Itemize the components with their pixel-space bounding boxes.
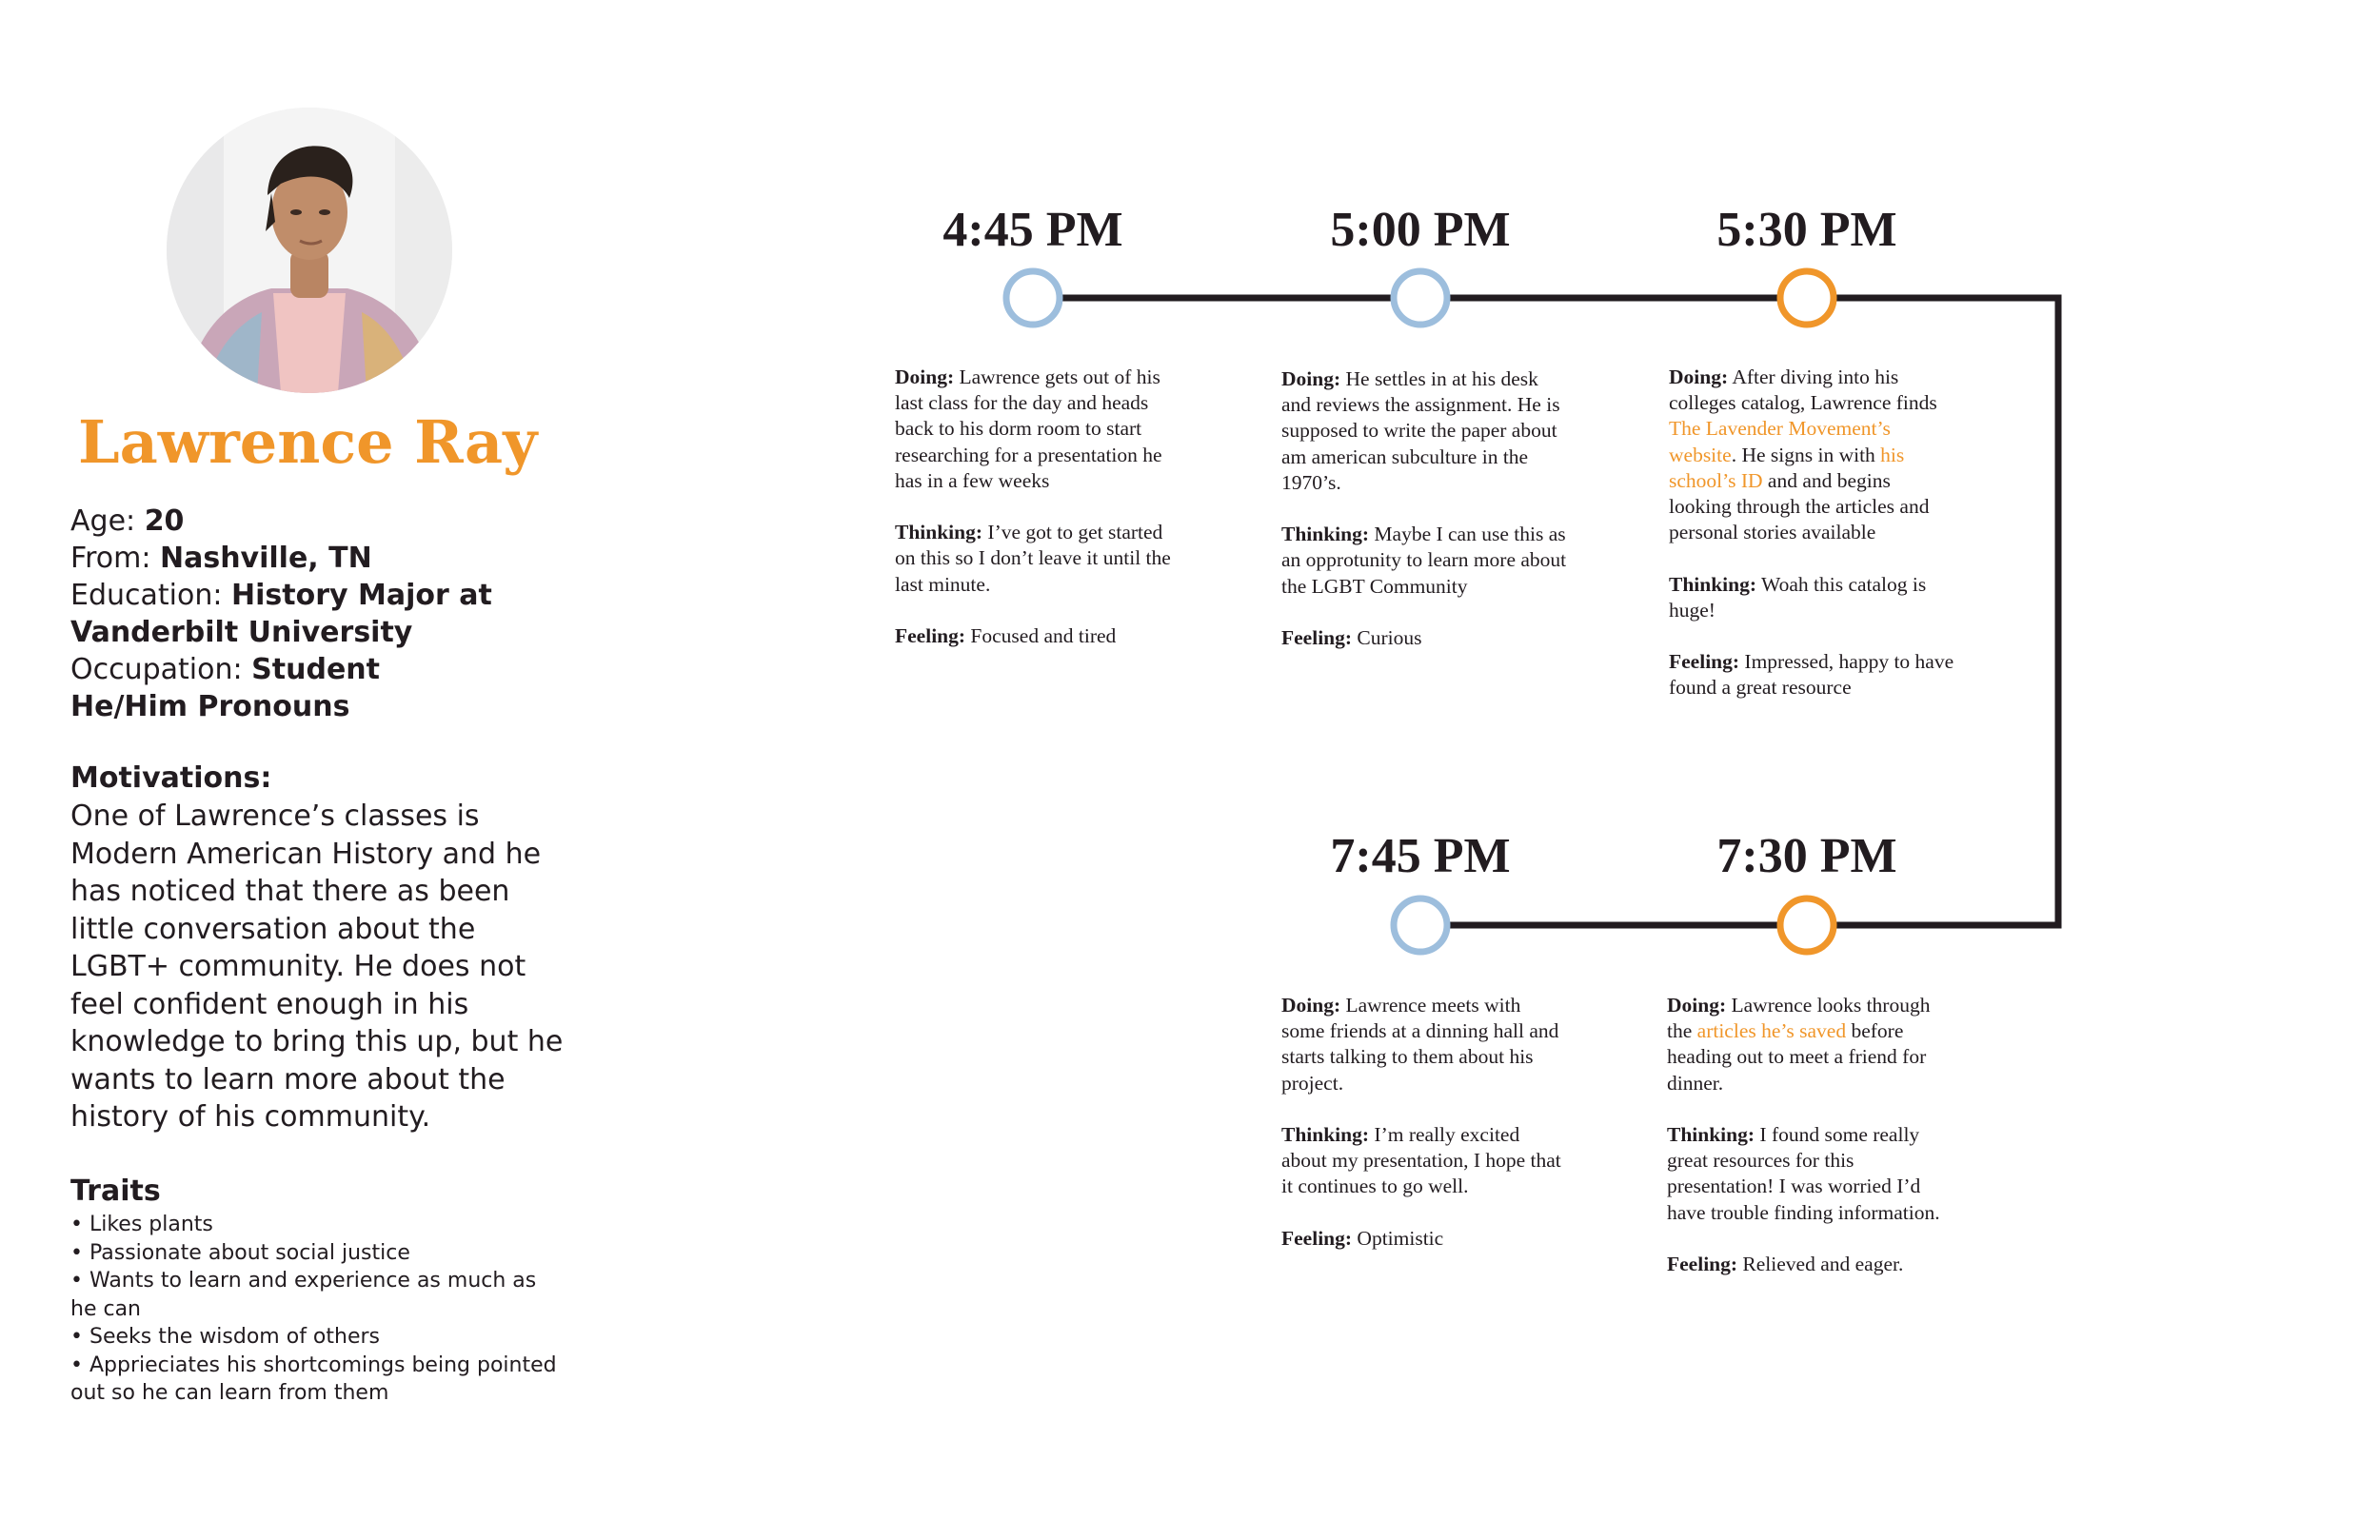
feeling-label: Feeling: [1281, 626, 1353, 649]
doing-label: Doing: [1667, 994, 1727, 1017]
thinking-text: I’m really excited about my presentation, I hope that it continues to go well. [1281, 1123, 1561, 1198]
thinking-label: Thinking: [1669, 572, 1757, 596]
persona-name: Lawrence Ray [78, 407, 538, 477]
doing-text: He settles in at his desk and reviews the assignment. He is supposed to write the paper about am american subculture in the 1970’s. [1281, 367, 1560, 494]
timeline-entry-5-30 [1669, 365, 1954, 727]
doing-paragraph [1281, 993, 1567, 1096]
timeline-entry-4-45 [895, 365, 1180, 675]
doing-label: Doing: [1669, 365, 1729, 388]
doing-text: and and begins looking through the articles and personal stories available [1669, 468, 1930, 544]
doing-label: Doing: [1281, 994, 1341, 1017]
feeling-label: Feeling: [1667, 1253, 1738, 1275]
thinking-paragraph [1281, 522, 1567, 600]
time-label-5-00: 5:00 PM [1330, 203, 1511, 257]
feeling-text: Impressed, happy to have found a great resource [1669, 650, 1954, 700]
thinking-paragraph [1667, 1122, 1953, 1226]
timeline-entry-7-30 [1667, 993, 1953, 1303]
thinking-paragraph [895, 520, 1180, 598]
thinking-text: Maybe I can use this as an opprotunity to learn more about the LGBT Community [1281, 523, 1567, 598]
doing-text: Lawrence looks through the [1667, 994, 1931, 1043]
timeline-marker-7-45 [1394, 898, 1447, 952]
occupation-value: Student [251, 653, 380, 686]
doing-label: Doing: [895, 365, 955, 388]
doing-label: Doing: [1281, 367, 1341, 390]
saved-articles-link[interactable]: articles he’s saved [1696, 1019, 1847, 1043]
doing-paragraph [1667, 993, 1953, 1096]
doing-text: Lawrence meets with some friends at a dinning hall and starts talking to them about his project. [1281, 994, 1559, 1095]
trait-item: • Likes plants [70, 1211, 565, 1239]
doing-paragraph [1281, 366, 1567, 496]
motivations-text: One of Lawrence’s classes is Modern American History and he has noticed that there as been little conversation about the LGBT+ community. He does not feel confident enough in his knowledge to bring this up, but he wants to learn more about the history of his community. [70, 800, 564, 1134]
thinking-label: Thinking: [1667, 1123, 1755, 1146]
traits-heading: Traits [70, 1175, 161, 1208]
doing-text: After diving into his colleges catalog, Lawrence finds [1669, 365, 1937, 415]
time-label-7-45: 7:45 PM [1330, 829, 1511, 883]
trait-item: • Wants to learn and experience as much as he can [70, 1267, 565, 1323]
trait-item: • Passionate about social justice [70, 1239, 565, 1268]
timeline-marker-5-30 [1780, 271, 1834, 325]
thinking-text: I found some really great resources for this presentation! I was worried I’d have trouble finding information. [1667, 1123, 1940, 1224]
timeline-marker-4-45 [1006, 271, 1060, 325]
feeling-text: Relieved and eager. [1742, 1253, 1904, 1275]
thinking-paragraph [1669, 572, 1954, 623]
feeling-paragraph [895, 623, 1180, 649]
age-label: Age: [70, 504, 136, 538]
trait-item: • Apprieciates his shortcomings being pointed out so he can learn from them [70, 1352, 565, 1408]
timeline-marker-5-00 [1394, 271, 1447, 325]
feeling-text: Curious [1357, 626, 1422, 649]
education-label: Education: [70, 579, 223, 612]
thinking-label: Thinking: [1281, 1123, 1370, 1146]
feeling-text: Optimistic [1357, 1226, 1444, 1250]
lavender-movement-website-link[interactable]: The Lavender Movement’s website [1669, 417, 1891, 466]
feeling-text: Focused and tired [970, 624, 1117, 647]
thinking-text: I’ve got to get started on this so I don’t leave it until the last minute. [895, 521, 1171, 596]
thinking-label: Thinking: [1281, 523, 1370, 546]
feeling-label: Feeling: [895, 624, 966, 647]
thinking-label: Thinking: [895, 521, 983, 544]
timeline-entry-5-00 [1281, 366, 1567, 677]
timeline-marker-7-30 [1780, 898, 1834, 952]
feeling-paragraph [1281, 1226, 1567, 1252]
feeling-paragraph [1669, 649, 1954, 701]
feeling-label: Feeling: [1281, 1226, 1353, 1250]
time-label-7-30: 7:30 PM [1716, 829, 1897, 883]
pronouns-value: He/Him Pronouns [70, 690, 350, 723]
thinking-paragraph [1281, 1122, 1567, 1200]
feeling-paragraph [1667, 1252, 1953, 1277]
school-id-link[interactable]: his school’s ID [1669, 443, 1905, 492]
feeling-label: Feeling: [1669, 650, 1740, 674]
age-value: 20 [144, 504, 185, 538]
doing-paragraph [1669, 365, 1954, 545]
occupation-label: Occupation: [70, 653, 243, 686]
doing-text: Lawrence gets out of his last class for the day and heads back to his dorm room to start researching for a presentation he has in a few weeks [895, 365, 1162, 492]
from-label: From: [70, 542, 151, 575]
time-label-4-45: 4:45 PM [942, 203, 1123, 257]
doing-text: before heading out to meet a friend for dinner. [1667, 1019, 1927, 1095]
feeling-paragraph [1281, 625, 1567, 651]
education-value: History Major at Vanderbilt University [70, 579, 492, 649]
time-label-5-30: 5:30 PM [1716, 203, 1897, 257]
timeline-entry-7-45 [1281, 993, 1567, 1277]
motivations-heading: Motivations: [70, 761, 272, 795]
from-value: Nashville, TN [159, 542, 372, 575]
trait-item: • Seeks the wisdom of others [70, 1323, 565, 1352]
thinking-text: Woah this catalog is huge! [1669, 572, 1927, 622]
doing-text: . He signs in with [1731, 443, 1881, 466]
doing-paragraph [895, 365, 1180, 494]
